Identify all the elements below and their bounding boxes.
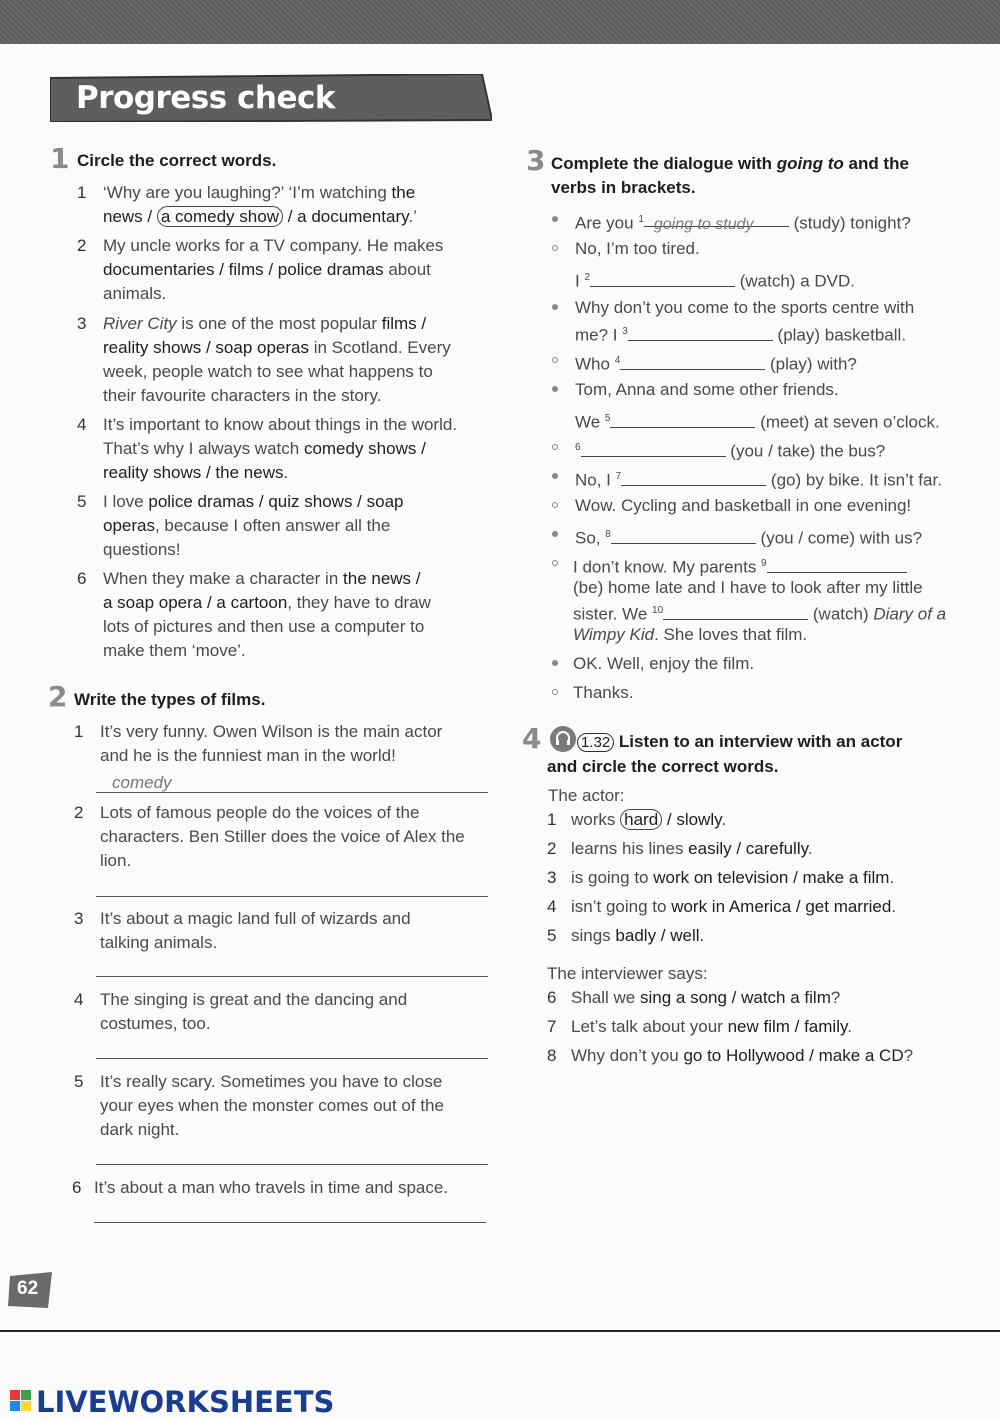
item-text: about xyxy=(383,260,431,279)
punctuation: . xyxy=(283,463,289,482)
item-number: 3 xyxy=(547,868,557,887)
option-text[interactable]: reality shows / soap operas xyxy=(103,338,309,357)
item-text: It’s very funny. Owen Wilson is the main actor xyxy=(100,722,443,741)
page-number-badge xyxy=(8,1272,54,1310)
line-text: Thanks. xyxy=(573,683,634,702)
item-text: their favourite characters in the story. xyxy=(103,386,382,405)
line-text: (you / come) with us? xyxy=(755,528,923,548)
punctuation: . xyxy=(721,810,727,829)
circled-answer[interactable]: hard xyxy=(620,809,662,830)
gap-number: 1 xyxy=(638,214,644,225)
punctuation: . xyxy=(889,868,895,887)
line-text: Are you xyxy=(575,213,639,233)
item-text: It’s really scary. Sometimes you have to close xyxy=(100,1072,443,1091)
item-text: learns his lines xyxy=(571,839,689,858)
line-text: Who xyxy=(575,354,615,374)
s2-item-6 xyxy=(72,1176,492,1202)
section-3-heading xyxy=(551,152,971,200)
track-number: 1.32 xyxy=(577,733,614,752)
line-text: I don’t know. My parents xyxy=(573,557,762,577)
line-text: (go) by bike. It isn’t far. xyxy=(766,470,942,490)
item-text: lots of pictures and then use a computer to xyxy=(103,617,425,636)
option-text[interactable]: a soap opera / a cartoon xyxy=(103,593,288,612)
item-number: 2 xyxy=(74,803,84,822)
punctuation: . xyxy=(847,1017,852,1036)
scan-top-border xyxy=(0,0,1000,44)
s4-item-1 xyxy=(547,808,977,834)
line-text: No, I xyxy=(575,470,616,490)
item-text: It’s important to know about things in the world. xyxy=(103,415,458,434)
item-text: Let’s talk about your xyxy=(571,1017,728,1036)
punctuation: . xyxy=(891,897,897,916)
gap-number: 3 xyxy=(622,326,628,337)
section-1-heading: Circle the correct words. xyxy=(77,151,277,170)
speaker-b-bullet xyxy=(552,357,558,363)
line-text: me? I xyxy=(575,325,623,345)
item-number: 6 xyxy=(72,1178,82,1197)
item-text: sings xyxy=(571,926,616,945)
page-number: 62 xyxy=(17,1278,39,1299)
section-1-number: 1 xyxy=(50,142,70,175)
speaker-b-bullet xyxy=(552,560,558,566)
option-text[interactable]: work in America / get married xyxy=(671,897,892,916)
item-text: ‘Why are you laughing?’ ‘I’m watching xyxy=(103,183,392,202)
line-text: (play) with? xyxy=(765,354,857,374)
s2-item-1 xyxy=(74,720,494,770)
answer-line[interactable] xyxy=(96,1164,488,1165)
dialogue-line xyxy=(575,436,885,464)
item-text: in Scotland. Every xyxy=(309,338,451,357)
item-text: When they make a character in xyxy=(103,569,344,588)
heading-text: verbs in brackets. xyxy=(551,178,696,197)
film-title: Diary of a xyxy=(873,604,947,624)
line-text: (meet) at seven o’clock. xyxy=(755,412,940,432)
dialogue-line xyxy=(575,349,857,377)
option-text[interactable]: operas xyxy=(103,516,155,535)
heading-text: Complete the dialogue with xyxy=(551,154,777,173)
s4-item-6 xyxy=(547,986,977,1012)
speaker-b-bullet xyxy=(552,245,558,251)
bottom-rule xyxy=(0,1330,1000,1332)
speaker-b-bullet xyxy=(552,502,558,508)
dialogue-line xyxy=(575,296,914,320)
item-text: week, people watch to see what happens to xyxy=(103,362,433,381)
item-text: talking animals. xyxy=(100,933,218,952)
option-text[interactable]: new film / family xyxy=(727,1017,848,1036)
option-text[interactable]: work on television / make a film xyxy=(653,868,890,887)
speaker-a-bullet xyxy=(552,531,558,537)
s1-item-1 xyxy=(77,181,497,231)
line-text: So, xyxy=(575,528,606,548)
answer-text: comedy xyxy=(112,773,172,792)
punctuation: . xyxy=(807,839,813,858)
s1-item-3 xyxy=(77,312,497,410)
gap-number: 5 xyxy=(604,413,611,424)
punctuation: . xyxy=(699,926,705,945)
dialogue-line xyxy=(573,576,923,600)
punctuation: ? xyxy=(830,988,841,1007)
option-text[interactable]: reality shows / the news xyxy=(103,463,284,482)
item-number: 7 xyxy=(547,1017,557,1036)
section-4-heading xyxy=(547,730,977,779)
line-text: (study) tonight? xyxy=(788,213,911,233)
line-text: OK. Well, enjoy the film. xyxy=(573,654,755,673)
option-text[interactable]: sing a song / watch a film xyxy=(639,988,831,1007)
item-number: 4 xyxy=(74,990,84,1009)
heading-text: and circle the correct words. xyxy=(547,757,779,776)
item-number: 2 xyxy=(77,236,87,255)
answer-line[interactable] xyxy=(96,976,488,977)
heading-text: and the xyxy=(843,154,909,173)
item-text: My uncle works for a TV company. He makes xyxy=(103,236,444,255)
item-text: It’s about a man who travels in time and space. xyxy=(94,1178,449,1197)
line-text: (watch) xyxy=(808,604,874,624)
dialogue-line xyxy=(575,266,855,294)
liveworksheets-logo-icon xyxy=(10,1390,32,1412)
item-text: I love xyxy=(103,492,149,511)
item-text: That’s why I always watch xyxy=(103,439,304,458)
item-number: 8 xyxy=(547,1046,557,1065)
circled-answer[interactable]: a comedy show xyxy=(157,206,283,227)
speaker-a-bullet xyxy=(552,473,558,479)
line-text: . She loves that film. xyxy=(654,625,808,644)
s4-item-2 xyxy=(547,837,977,863)
page-title: Progress check xyxy=(76,80,335,116)
item-text: Shall we xyxy=(571,988,640,1007)
item-text: make them ‘move’. xyxy=(103,641,246,660)
item-number: 2 xyxy=(547,839,557,858)
line-text: (watch) a DVD. xyxy=(735,271,855,291)
s1-item-2 xyxy=(77,234,497,308)
line-text: I xyxy=(575,271,585,291)
answer-line[interactable] xyxy=(94,1222,486,1223)
item-number: 5 xyxy=(547,926,557,945)
item-text: The singing is great and the dancing and xyxy=(100,990,408,1009)
option-text[interactable]: comedy shows / xyxy=(303,439,426,458)
s2-item-5 xyxy=(74,1070,494,1144)
section-2-number: 2 xyxy=(48,680,68,713)
item-number: 1 xyxy=(77,183,87,202)
speaker-b-bullet xyxy=(552,689,558,695)
gap-number: 2 xyxy=(584,272,591,283)
answer-line[interactable] xyxy=(96,896,488,897)
answer-blank[interactable] xyxy=(767,558,907,573)
brand-name[interactable]: LIVEWORKSHEETS xyxy=(36,1385,335,1419)
s1-item-4 xyxy=(77,413,497,487)
option-text[interactable]: easily / carefully xyxy=(688,839,808,858)
option-text[interactable]: films / xyxy=(381,314,427,333)
dialogue-line xyxy=(575,320,906,348)
dialogue-line xyxy=(575,378,839,402)
item-text: dark night. xyxy=(100,1120,180,1139)
line-text: Tom, Anna and some other friends. xyxy=(575,380,839,399)
s1-item-5 xyxy=(77,490,497,564)
option-text[interactable]: go to Hollywood / make a CD xyxy=(683,1046,904,1065)
item-text: is going to xyxy=(571,868,654,887)
s2-item-2 xyxy=(74,801,494,875)
item-number: 1 xyxy=(74,722,84,741)
option-text[interactable]: badly / well xyxy=(615,926,700,945)
film-title: Wimpy Kid xyxy=(573,625,655,644)
gap-number: 4 xyxy=(614,355,621,366)
dialogue-line xyxy=(575,465,942,493)
section-4-number: 4 xyxy=(522,722,542,755)
answer-blank[interactable] xyxy=(628,326,773,341)
option-text: the xyxy=(391,183,416,202)
item-number: 4 xyxy=(547,897,557,916)
answer-blank[interactable] xyxy=(581,442,726,457)
item-text: It’s about a magic land full of wizards and xyxy=(100,909,411,928)
dialogue-line xyxy=(575,523,922,551)
dialogue-line xyxy=(575,208,911,236)
item-number: 5 xyxy=(74,1072,84,1091)
option-text: news / xyxy=(103,207,157,226)
item-number: 6 xyxy=(77,569,87,588)
item-text: characters. Ben Stiller does the voice of Alex the xyxy=(100,827,465,846)
answer-text: going to study xyxy=(653,215,754,233)
line-text: (play) basketball. xyxy=(772,325,907,345)
speaker-a-bullet xyxy=(552,304,558,310)
item-text: your eyes when the monster comes out of the xyxy=(100,1096,444,1115)
gap-number: 10 xyxy=(652,605,664,616)
line-text: Wow. Cycling and basketball in one evening! xyxy=(575,496,912,515)
item-number: 4 xyxy=(77,415,87,434)
dialogue-line xyxy=(575,494,911,518)
s2-item-4 xyxy=(74,988,494,1038)
item-text: animals. xyxy=(103,284,167,303)
answer-blank[interactable] xyxy=(620,355,765,370)
option-text[interactable]: / slowly xyxy=(662,810,722,829)
speaker-b-bullet xyxy=(552,444,558,450)
gap-number: 9 xyxy=(761,558,767,569)
answer-line[interactable] xyxy=(96,792,488,793)
item-number: 1 xyxy=(547,810,557,829)
line-text: We xyxy=(575,412,605,432)
gap-number: 8 xyxy=(605,529,611,540)
item-text: , they have to draw xyxy=(287,593,431,612)
item-text: questions! xyxy=(103,540,181,559)
answer-blank[interactable] xyxy=(611,529,756,544)
item-number: 5 xyxy=(77,492,87,511)
option-text[interactable]: documentaries / films / police dramas xyxy=(103,260,384,279)
line-text: sister. We xyxy=(573,604,653,624)
punctuation: .’ xyxy=(408,207,417,226)
answer-blank[interactable] xyxy=(590,272,735,287)
s4-item-4 xyxy=(547,895,977,921)
option-text[interactable]: the news / xyxy=(343,569,421,588)
line-text: (you / take) the bus? xyxy=(725,441,886,461)
section-banner xyxy=(50,74,492,122)
item-text: costumes, too. xyxy=(100,1014,211,1033)
line-text: No, I’m too tired. xyxy=(575,239,700,258)
item-text: isn’t going to xyxy=(571,897,672,916)
item-text: Why don’t you xyxy=(571,1046,684,1065)
line-text: (be) home late and I have to look after my little xyxy=(573,578,923,597)
speaker-a-bullet xyxy=(552,386,558,392)
item-text: , because I often answer all the xyxy=(154,516,391,535)
speaker-a-bullet xyxy=(552,660,558,666)
s4-item-8 xyxy=(547,1044,987,1070)
item-number: 3 xyxy=(77,314,87,333)
dialogue-line xyxy=(575,407,940,435)
dialogue-line xyxy=(575,237,700,261)
s1-item-6 xyxy=(77,567,497,665)
answer-blank[interactable] xyxy=(663,605,808,620)
s4-item-3 xyxy=(547,866,977,892)
punctuation: ? xyxy=(903,1046,914,1065)
option-text: / a documentary xyxy=(282,207,409,226)
heading-text: Listen to an interview with an actor xyxy=(614,732,903,751)
item-number: 6 xyxy=(547,988,557,1007)
speaker-a-bullet xyxy=(552,216,558,222)
dialogue-line xyxy=(573,681,633,705)
item-text: Lots of famous people do the voices of the xyxy=(100,803,420,822)
answer-blank[interactable] xyxy=(610,413,755,428)
answer-blank[interactable] xyxy=(644,212,789,233)
dialogue-line xyxy=(573,623,807,647)
gap-number: 7 xyxy=(615,471,622,482)
heading-text: going to xyxy=(776,154,844,173)
answer-line[interactable] xyxy=(96,1058,488,1059)
item-text: works xyxy=(571,810,621,829)
item-text: lion. xyxy=(100,851,132,870)
line-text: Why don’t you come to the sports centre with xyxy=(575,298,915,317)
answer-blank[interactable] xyxy=(621,471,766,486)
option-text[interactable]: police dramas / quiz shows / soap xyxy=(148,492,404,511)
section-3-number: 3 xyxy=(526,144,546,177)
gap-number: 6 xyxy=(575,442,581,453)
item-number: 3 xyxy=(74,909,84,928)
s4-item-7 xyxy=(547,1015,977,1041)
s2-item-3 xyxy=(74,907,494,957)
dialogue-line xyxy=(573,652,754,676)
item-text: is one of the most popular xyxy=(176,314,382,333)
section-2-heading: Write the types of films. xyxy=(74,690,266,709)
subheading-interviewer: The interviewer says: xyxy=(547,964,708,983)
show-title: River City xyxy=(103,314,177,333)
s4-item-5 xyxy=(547,924,977,950)
item-text: and he is the funniest man in the world! xyxy=(100,746,396,765)
subheading-actor: The actor: xyxy=(548,786,625,805)
